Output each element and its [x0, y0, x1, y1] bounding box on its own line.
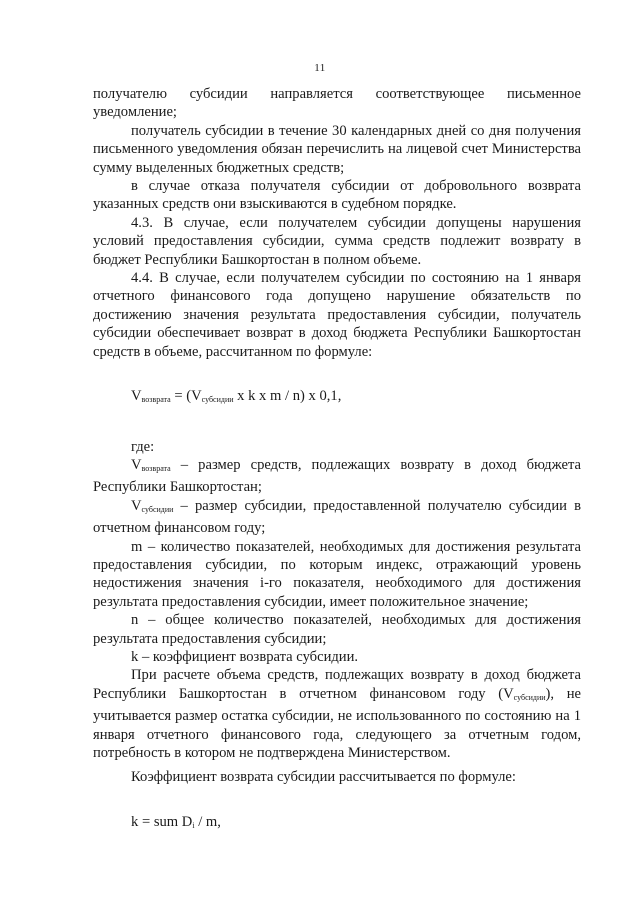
definition-n: n – общее количество показателей, необходимых для достижения результата предоставления субсидии; [93, 612, 581, 647]
definition-k: k – коэффициент возврата субсидии. [131, 648, 359, 665]
formula2-sub: i [192, 820, 195, 830]
definition-v-return [93, 456, 581, 497]
definition-v-subsidy [93, 497, 581, 538]
coefficient-intro: Коэффициент возврата субсидии рассчитывается по формуле: [131, 769, 516, 786]
note-before: При расчете объема средств, подлежащих возврату в доход бюджета Республики Башкортостан в отчетном финансовом году (V [93, 667, 581, 702]
def-v: V [131, 497, 142, 514]
formula2-tail: / m, [194, 813, 221, 830]
def-text: – размер субсидии, предоставленной получателю субсидии в отчетном финансовом году; [93, 497, 581, 537]
formula-sub-return: возврата [141, 395, 171, 405]
paragraph: получателю субсидии направляется соответствующее письменное уведомление; [93, 86, 581, 121]
paragraph-4-3: 4.3. В случае, если получателем субсидии допущены нарушения условий предоставления субсидии, сумма средств подлежит возврату в бюджет Республики Башкортостан в полном объеме. [93, 214, 581, 268]
paragraph-4-4: 4.4. В случае, если получателем субсидии по состоянию на 1 января отчетного финансового года допущено нарушение обязательств по достижению значения результата предоставления субсидии, получатель субсидии обеспечивает возврат в доход бюджета Республики Башкортостан средств в объеме, рассчитанном по формуле: [93, 270, 581, 360]
paragraph: получатель субсидии в течение 30 календарных дней со дня получения письменного уведомления обязан перечислить на лицевой счет Министерства сумму выделенных бюджетных средств; [93, 122, 581, 176]
paragraph: в случае отказа получателя субсидии от добровольного возврата указанных средств они взыскиваются в судебном порядке. [93, 178, 581, 213]
formula-v: V [131, 388, 142, 405]
definition-m: m – количество показателей, необходимых для достижения результата предоставления субсидии, по которым индекс, отражающий уровень недостижения значения i-го показателя, необходимого для достижения результата предоставления субсидии, имеет положительное значение; [93, 538, 581, 610]
note-paragraph [93, 666, 581, 762]
def-sub: субсидии [141, 504, 174, 514]
def-sub: возврата [141, 463, 171, 473]
formula-sub-subsidy: субсидии [201, 395, 234, 405]
def-v: V [131, 456, 142, 473]
formula2-lhs: k = sum D [131, 813, 193, 830]
formula-tail: x k x m / n) x 0,1, [233, 388, 342, 405]
formula-coefficient [93, 813, 581, 835]
document-body [93, 85, 581, 835]
def-text: – размер средств, подлежащих возврату в доход бюджета Республики Башкортостан; [93, 456, 581, 496]
where-label: где: [131, 438, 155, 455]
note-sub: субсидии [513, 692, 546, 702]
page-number: 11 [314, 62, 326, 74]
formula-return-amount [93, 387, 581, 409]
note-after: ), не учитывается размер остатка субсидии, не использованного по состоянию на 1 января отчетного финансового года, следующего за отчетным годом, потребность в котором не подтверждена Министерством. [93, 685, 581, 761]
formula-eq: = (V [170, 388, 202, 405]
